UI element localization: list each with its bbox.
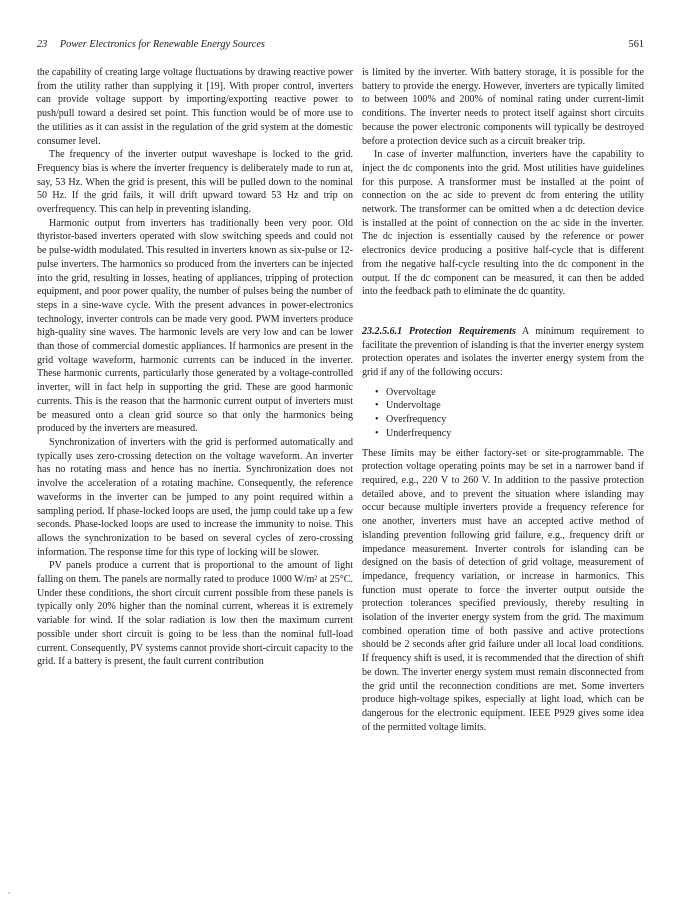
chapter-title: Power Electronics for Renewable Energy Sources [59,39,265,50]
body-paragraph: the capability of creating large voltage fluctuations by drawing reactive power from the utility rather than supplying it [19]. With proper control, inverters can provide voltage support by importing/exporting reactive power to push/pull toward a desired set point. This function would be of more use to the utilities as it can assist in the regulation of the grid system at the domestic consumer level. [37,67,353,147]
left-column [37,66,353,669]
page-number: 561 [628,39,644,50]
body-paragraph: The frequency of the inverter output waveshape is locked to the grid. Frequency bias is where the inverter frequency is deliberately made to run at, say, 53 Hz. When the grid is present, this will be pulled down to the nominal 50 Hz. If the grid fails, it will drift upward toward 53 Hz and trip on overfrequency. This can help in preventing islanding. [37,149,353,216]
body-paragraph: Synchronization of inverters with the grid is performed automatically and typically uses zero-crossing detection on the voltage waveform. An inverter has no rotating mass and hence has no inertia. Synchronization does not involve the acceleration of a rotating machine. Consequently, the reference waveforms in the inverter can be jumped to any point required within a sampling period. If phase-locked loops are used, the jump could take up a few seconds. Phase-locked loops are used to increase the immunity to noise. This allows the synchronization to be based on several cycles of zero-crossing information. The response time for this type of locking will be slower. [37,436,353,558]
chapter-number: 23 [37,39,48,50]
body-paragraph: In case of inverter malfunction, inverters have the capability to inject the dc components into the grid. Most utilities have guidelines for this purpose. A transformer must be installed at the point of connection on the ac side to prevent dc from entering the utility network. The transformer can be omitted when a dc detection device is installed at the point of connection on the ac side in the inverter. The dc injection is essentially caused by the reference or power electronics device producing a positive half-cycle that is different from the negative half-cycle resulting into the dc component in the output. If the dc component can be measured, it can then be added into the feedback path to eliminate the dc quantity. [362,149,644,298]
list-item: • Underfrequency [386,427,644,441]
body-paragraph: Harmonic output from inverters has traditionally been very poor. Old thyristor-based inverters operated with slow switching speeds and could not be pulse-width modulated. This resulted in inverters known as six-pulse or 12-pulse inverters. The harmonics so produced from the inverters can be injected into the grid, resulting in losses, heating of appliances, tripping of protection equipment, and poor power quality, the number of pulses being the number of steps in a sine-wave cycle. With the present advances in power-electronics technology, inverter controls can be made very good. PWM inverters produce high-quality sine waves. The harmonic levels are very low and can be lower than those of commercial domestic appliances. If harmonics are present in the grid voltage waveform, harmonic currents can be induced in the inverter. These harmonic currents, particularly those generated by a voltage-controlled inverter, will in fact help in supporting the grid. These are good harmonic currents. This is the reason that the harmonic current output of inverters must be measured onto a clean grid source so that only the harmonics being produced by the inverters are measured. [37,217,353,435]
scan-mark [8,892,10,894]
right-column [362,66,644,734]
body-paragraph: These limits may be either factory-set or site-programmable. The protection voltage operating points may be set in a narrower band if required, e.g., 220 V to 260 V. In addition to the passive protection detailed above, and to prevent the situation where islanding may occur because multiple inverters provide a frequency reference for one another, inverters must have an accepted active method of islanding prevention following grid failure, e.g., frequency drift or impedance measurement. Inverter controls for islanding can be designed on the basis of detection of grid voltage, measurement of impedance, frequency variation, or increase in harmonics. This function must operate to force the inverter output outside the protection tolerances specified previously, thereby resulting in isolation of the inverter energy system from the grid. The maximum combined operation time of both passive and active protections should be 2 seconds after grid failure under all local load conditions. If frequency shift is used, it is recommended that the direction of shift be down. The inverter energy system must remain disconnected from the grid until the reconnection conditions are met. Some inverters produce high-voltage spikes, especially at light load, which can be dangerous for the electronic equipment. IEEE P929 gives some idea of the permitted voltage limits. [362,447,644,733]
subsection [362,325,644,380]
list-item: • Overvoltage [386,386,644,400]
body-paragraph: is limited by the inverter. With battery storage, it is possible for the battery to provide the energy. However, inverters are typically limited to between 100% and 200% of nominal rating under current-limit conditions. The inverter needs to protect itself against short circuits because the power electronic components will typically be destroyed before a protection device such as a circuit breaker trip. [362,67,644,147]
body-paragraph: PV panels produce a current that is proportional to the amount of light falling on them. The panels are normally rated to produce 1000 W/m² at 25°C. Under these conditions, the short circuit current possible from these panels is typically only 20% higher than the nominal current, whereas it is extremely variable for wind. If the solar radiation is low then the maximum current possible under short circuit is going to be less than the nominal full-load current. Consequently, PV systems cannot provide short-circuit capacity to the grid. If a battery is present, the fault current contribution [37,560,353,668]
subsection-heading: 23.2.5.6.1 Protection Requirements [362,325,516,337]
running-head [37,38,644,52]
list-item: • Overfrequency [386,413,644,427]
protection-conditions-list [362,386,644,441]
list-item: • Undervoltage [386,399,644,413]
subsection-intro: A minimum requirement to facilitate the prevention of islanding is that the inverter energy system protection operates and isolates the inverter energy system from the grid if any of the following occurs: [362,325,644,379]
